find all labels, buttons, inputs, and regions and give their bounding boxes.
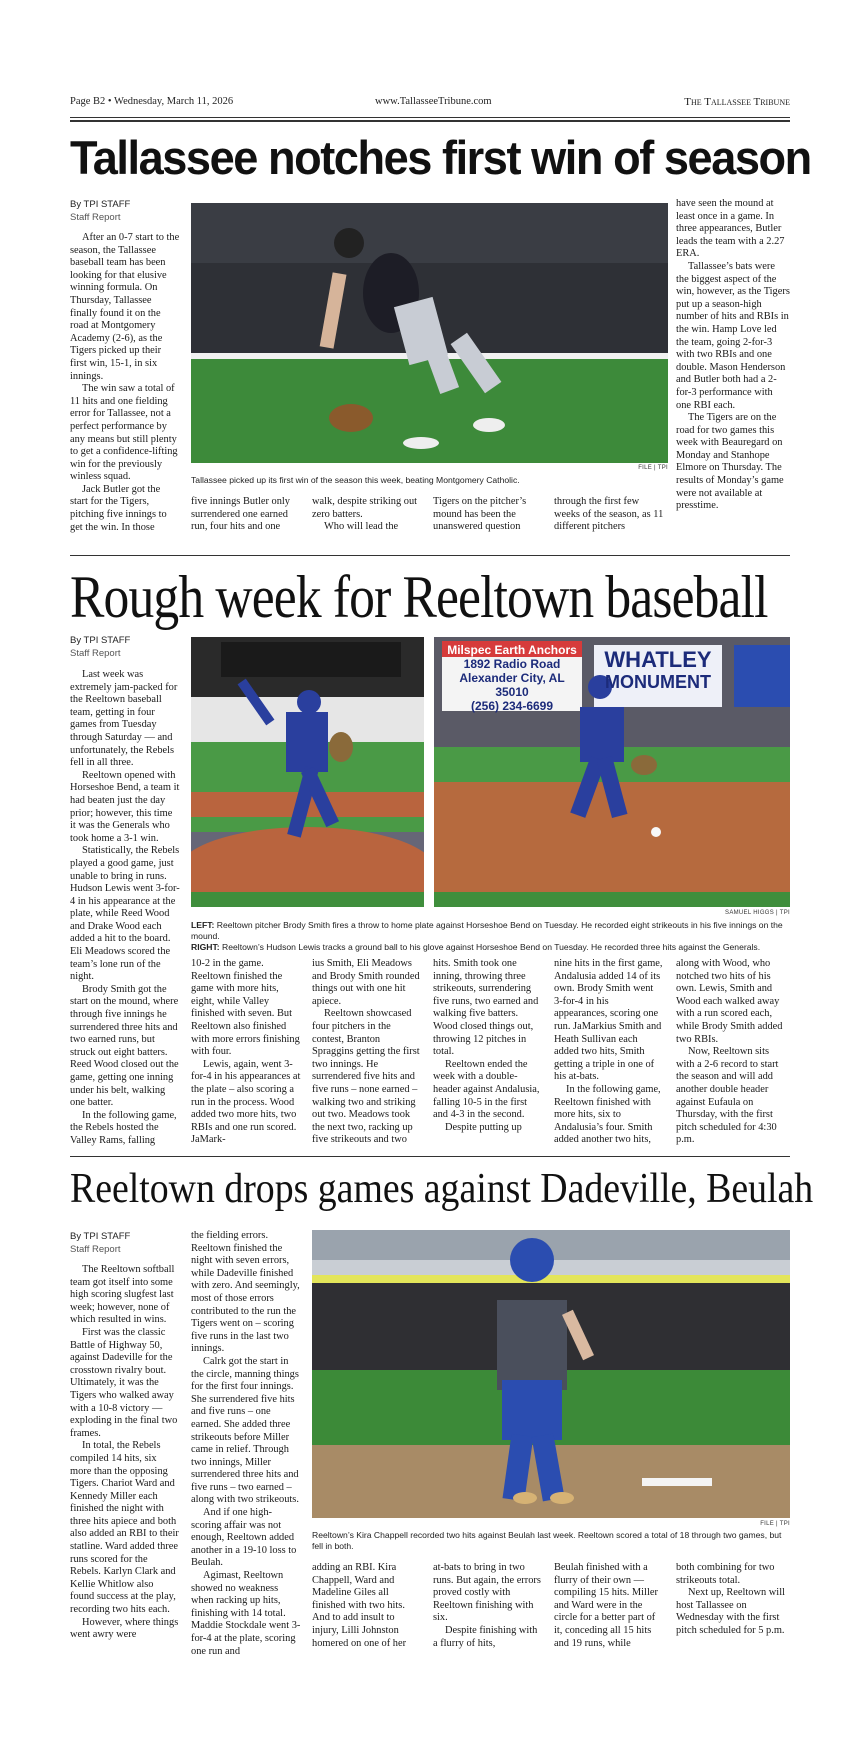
story3-paragraph: at-bats to bring in two runs. But again, the errors proved costly with Reeltown finishing with six. xyxy=(433,1562,541,1624)
story1-paragraph: through the first few weeks of the season, as 11 different pitchers xyxy=(554,496,664,533)
story1-paragraph: Jack Butler got the start for the Tigers, pitching five innings to get the win. In those xyxy=(70,483,167,533)
story1-byline xyxy=(70,198,130,224)
story2-paragraph: hits. Smith took one inning, throwing three strikeouts, surrendering five runs, two earned and walking five batters. Wood closed things out, throwing 12 pitches in total. xyxy=(433,958,539,1058)
story3-headline: Reeltown drops games against Dadeville, Beulah xyxy=(70,1166,814,1212)
story3-byline-role: Staff Report xyxy=(70,1244,121,1255)
story2-paragraph: Last week was extremely jam-packed for the Reeltown baseball team, getting in four games from Tuesday through Saturday — and unfortunately, the Rebels fell in all three. xyxy=(70,669,178,769)
story3-photo xyxy=(312,1230,790,1518)
story2-paragraph: Lewis, again, went 3-for-4 in his appearances at the plate – also scoring a run in the process. Wood added two more hits, two RBIs and one run scored. JaMark- xyxy=(191,1058,301,1146)
story2-headline: Rough week for Reeltown baseball xyxy=(70,564,768,630)
story3-photo-credit: FILE | TPI xyxy=(760,1521,790,1527)
story1-paragraph: The Tigers are on the road for two games this week with Beauregard on Monday and Stanhope Elmore on Thursday. The results of Monday’s game were not available at presstime. xyxy=(676,412,784,512)
folio-rule-bottom xyxy=(70,120,790,122)
story1-paragraph: The win saw a total of 11 hits and one fielding error for Tallassee, not a perfect performance by any means but still plenty to get a confidence-lifting win for the previously winless squad. xyxy=(70,383,178,483)
story1-paragraph: have seen the mound at least once in a game. In three appearances, Butler leads the team with a 2.27 ERA. xyxy=(676,198,785,260)
story2-paragraph: In the following game, the Rebels hosted the Valley Rams, falling xyxy=(70,1109,177,1146)
story2-photo-credit: SAMUEL HIGGS | TPI xyxy=(725,910,790,916)
story1-headline: Tallassee notches first win of season xyxy=(70,131,811,184)
story2-col-1 xyxy=(70,669,180,1148)
story2-col-2 xyxy=(191,958,301,1147)
story2-paragraph: 10-2 in the game. Reeltown finished the game with more hits, eight, while Valley finished with seven. But Reeltown also finished with more errors finishing with four. xyxy=(191,958,300,1058)
story1-paragraph: walk, despite striking out zero batters. xyxy=(312,496,418,520)
story3-paragraph: The Reeltown softball team got itself into some high scoring slugfest last week; however, none of which resulted in wins. xyxy=(70,1264,175,1326)
sign-line: (256) 234-6699 xyxy=(470,699,554,713)
story3-col-2 xyxy=(191,1230,301,1658)
story3-paragraph: Calrk got the start in the circle, manning things for the first four innings. She surrendered five hits and five runs – one earned. She added three strikeouts before Miller came in relief. Through two innings, Miller surrendered three hits and five runs – two earned – along with two strikeouts. xyxy=(191,1355,299,1506)
story1-col-5 xyxy=(554,496,664,534)
story1-photo-art xyxy=(191,203,668,463)
story1-byline-role: Staff Report xyxy=(70,212,121,223)
story1-paragraph: Tigers on the pitcher’s mound has been the unanswered question xyxy=(433,496,527,533)
sign-line: MONUMENT xyxy=(605,672,711,692)
story2-paragraph: Reeltown showcased four pitchers in the contest, Branton Spraggins getting the first two innings. He surrendered five hits and five runs – none earned – walking two and striking out two. Meadows took the next two, racking up five strikeouts and two xyxy=(312,1008,420,1146)
story3-paragraph: In total, the Rebels compiled 14 hits, six more than the opposing Tigers. Chariot Ward and Kennedy Miller each finished the night with three hits apiece and both also added an RBI to their statline. Ward added three runs scored for the Rebels. Karlyn Clark and Kellie Whitlow also found success at the play, recording two hits each. xyxy=(70,1440,179,1616)
story2-col-5 xyxy=(554,958,664,1147)
story2-byline-name: By TPI STAFF xyxy=(70,635,131,646)
section-divider xyxy=(70,1156,790,1157)
sign-line: Milspec Earth Anchors xyxy=(447,643,577,657)
story2-col-3 xyxy=(312,958,422,1147)
folio-rule-top xyxy=(70,117,790,118)
story2-paragraph: along with Wood, who notched two hits of his own. Lewis, Smith and Wood each walked away with a run scored each, while Brody Smith added two RBIs. xyxy=(676,958,783,1045)
story3-col-6 xyxy=(676,1562,790,1638)
story3-col-5 xyxy=(554,1562,664,1650)
folio-url[interactable]: www.TallasseeTribune.com xyxy=(375,96,492,107)
story1-col-2 xyxy=(191,496,301,534)
story1-col-1 xyxy=(70,232,180,534)
story2-paragraph: Now, Reeltown sits with a 2-6 record to start the season and will add another double header against Eufaula on Thursday, with the first pitch scheduled for 4:30 p.m. xyxy=(676,1046,779,1146)
story3-photo-caption: Reeltown’s Kira Chappell recorded two hits against Beulah last week. Reeltown scored a total of 18 through two games, but fell in both. xyxy=(312,1530,782,1551)
story2-col-4 xyxy=(433,958,543,1134)
story3-byline-name: By TPI STAFF xyxy=(70,1231,131,1242)
story3-paragraph: Despite finishing with a flurry of hits, xyxy=(433,1624,538,1649)
story3-photo-art xyxy=(312,1230,790,1518)
story2-paragraph: Despite putting up xyxy=(445,1121,522,1133)
story2-paragraph: Reeltown ended the week with a double-header against Andalusia, falling 10-5 in the first and 4-3 in the second. xyxy=(433,1058,540,1121)
story3-paragraph: Next up, Reeltown will host Tallassee on Wednesday with the first pitch scheduled for 5 p.m. xyxy=(676,1587,785,1636)
story1-photo-credit: FILE | TPI xyxy=(638,465,668,471)
story2-byline-role: Staff Report xyxy=(70,648,121,659)
story3-paragraph: And if one high-scoring affair was not enough, Reeltown added another in a 19-10 loss to Beulah. xyxy=(191,1507,297,1569)
story1-paragraph: Who will lead the xyxy=(324,521,399,533)
story2-paragraph: Brody Smith got the start on the mound, where through five innings he surrendered three hits and two earned runs, but struck out eight batters. Reed Wood closed out the game, getting one inning under his belt, walking one batter. xyxy=(70,983,179,1109)
story3-byline xyxy=(70,1230,130,1256)
story3-col-4 xyxy=(433,1562,543,1650)
story3-paragraph: both combining for two strikeouts total. xyxy=(676,1562,775,1586)
sign-whatley xyxy=(596,649,720,693)
folio-paper-name: The Tallassee Tribune xyxy=(684,96,790,108)
story2-paragraph: Reeltown opened with Horseshoe Bend, a team it had beaten just the day prior; however, this time it was the Generals who took home a 3-1 win. xyxy=(70,769,180,844)
story3-paragraph: the fielding errors. Reeltown finished the night with seven errors, while Dadeville finished with zero. And seemingly, most of those errors contributed to the run the Tigers went on – scoring five runs in the last two innings. xyxy=(191,1230,300,1355)
sign-line: 1892 Radio Road xyxy=(463,657,561,671)
sign-line: Alexander City, AL 35010 xyxy=(459,671,565,699)
story1-byline-name: By TPI STAFF xyxy=(70,199,131,210)
caption-text-left: Reeltown pitcher Brody Smith fires a throw to home plate against Horseshoe Bend on Tuesday. He recorded eight strikeouts in his five innings on the mound. xyxy=(191,920,783,941)
story1-paragraph: five innings Butler only surrendered one earned run, four hits and one xyxy=(191,496,290,533)
story3-paragraph: Beulah finished with a flurry of their own — compiling 15 hits. Miller and Ward were in the circle for a better part of it, conceding all 15 hits and 19 runs, while xyxy=(554,1562,658,1649)
story3-col-3 xyxy=(312,1562,422,1650)
story2-paragraph: Statistically, the Rebels played a good game, just unable to bring in runs. Hudson Lewis went 3-for-4 in his appearance at the plate, while Reed Wood and Drake Wood each added a hit to the board. Eli Meadows scored the team’s lone run of the night. xyxy=(70,845,180,983)
story2-byline xyxy=(70,634,130,660)
story2-photo-caption xyxy=(191,920,791,953)
story3-paragraph: adding an RBI. Kira Chappell, Ward and Madeline Giles all finished with two hits. And to add insult to injury, Lilli Johnston homered on one of her xyxy=(312,1562,407,1649)
story2-paragraph: In the following game, Reeltown finished with more hits, six to Andalusia’s four. Smith added another two hits, xyxy=(554,1083,661,1146)
story2-col-6 xyxy=(676,958,790,1147)
section-divider xyxy=(70,555,790,556)
story1-col-4 xyxy=(433,496,543,534)
story2-paragraph: nine hits in the first game, Andalusia added 14 of its own. Brody Smith went 3-for-4 in his appearances, scoring one run. JaMarkius Smith and Heath Sullivan each added two hits, Smith getting a triple in one of his at-bats. xyxy=(554,958,663,1083)
story1-paragraph: Tallassee’s bats were the biggest aspect of the win, however, as the Tigers put up a season-high number of hits and RBIs in the win. Hamp Love led the team, going 2-for-3 with two RBIs and one double. Mason Henderson and Butler both had a 2-for-3 performance with one RBI each. xyxy=(676,260,790,411)
story3-col-1 xyxy=(70,1264,180,1642)
story3-paragraph: First was the classic Battle of Highway 50, against Dadeville for the crosstown rivalry bout. Ultimately, it was the Tigers who walked away with a 10-8 victory — exploding in the final two frames. xyxy=(70,1326,178,1439)
folio-page-date: Page B2 • Wednesday, March 11, 2026 xyxy=(70,96,234,107)
caption-label-left: LEFT: xyxy=(191,920,215,930)
story2-photo-right xyxy=(434,637,790,907)
story2-photo-left-art xyxy=(191,637,424,907)
caption-text-right: Reeltown’s Hudson Lewis tracks a ground ball to his glove against Horseshoe Bend on Tuesday. He recorded three hits against the Generals. xyxy=(219,942,761,952)
story1-photo-caption: Tallassee picked up its first win of the season this week, beating Montgomery Catholic. xyxy=(191,475,520,485)
sign-milspec xyxy=(444,643,580,713)
story3-paragraph: However, where things went awry were xyxy=(70,1616,179,1641)
caption-label-right: RIGHT: xyxy=(191,942,220,952)
sign-line: WHATLEY xyxy=(604,647,712,672)
story1-col-3 xyxy=(312,496,422,534)
story1-col-6 xyxy=(676,198,790,513)
story2-paragraph: ius Smith, Eli Meadows and Brody Smith rounded things out with one hit apiece. xyxy=(312,958,420,1007)
story2-photo-left xyxy=(191,637,424,907)
story1-paragraph: After an 0-7 start to the season, the Tallassee baseball team has been looking for that elusive winning formula. On Thursday, Tallassee finally found it on the road at Montgomery Academy (2-6), as the Tigers picked up their first win, 15-1, in six innings. xyxy=(70,232,180,382)
story1-photo xyxy=(191,203,668,463)
story3-paragraph: Agimast, Reeltown showed no weakness when racking up hits, finishing with 14 total. Maddie Stockdale went 3-for-4 at the plate, scoring one run and xyxy=(191,1570,301,1657)
